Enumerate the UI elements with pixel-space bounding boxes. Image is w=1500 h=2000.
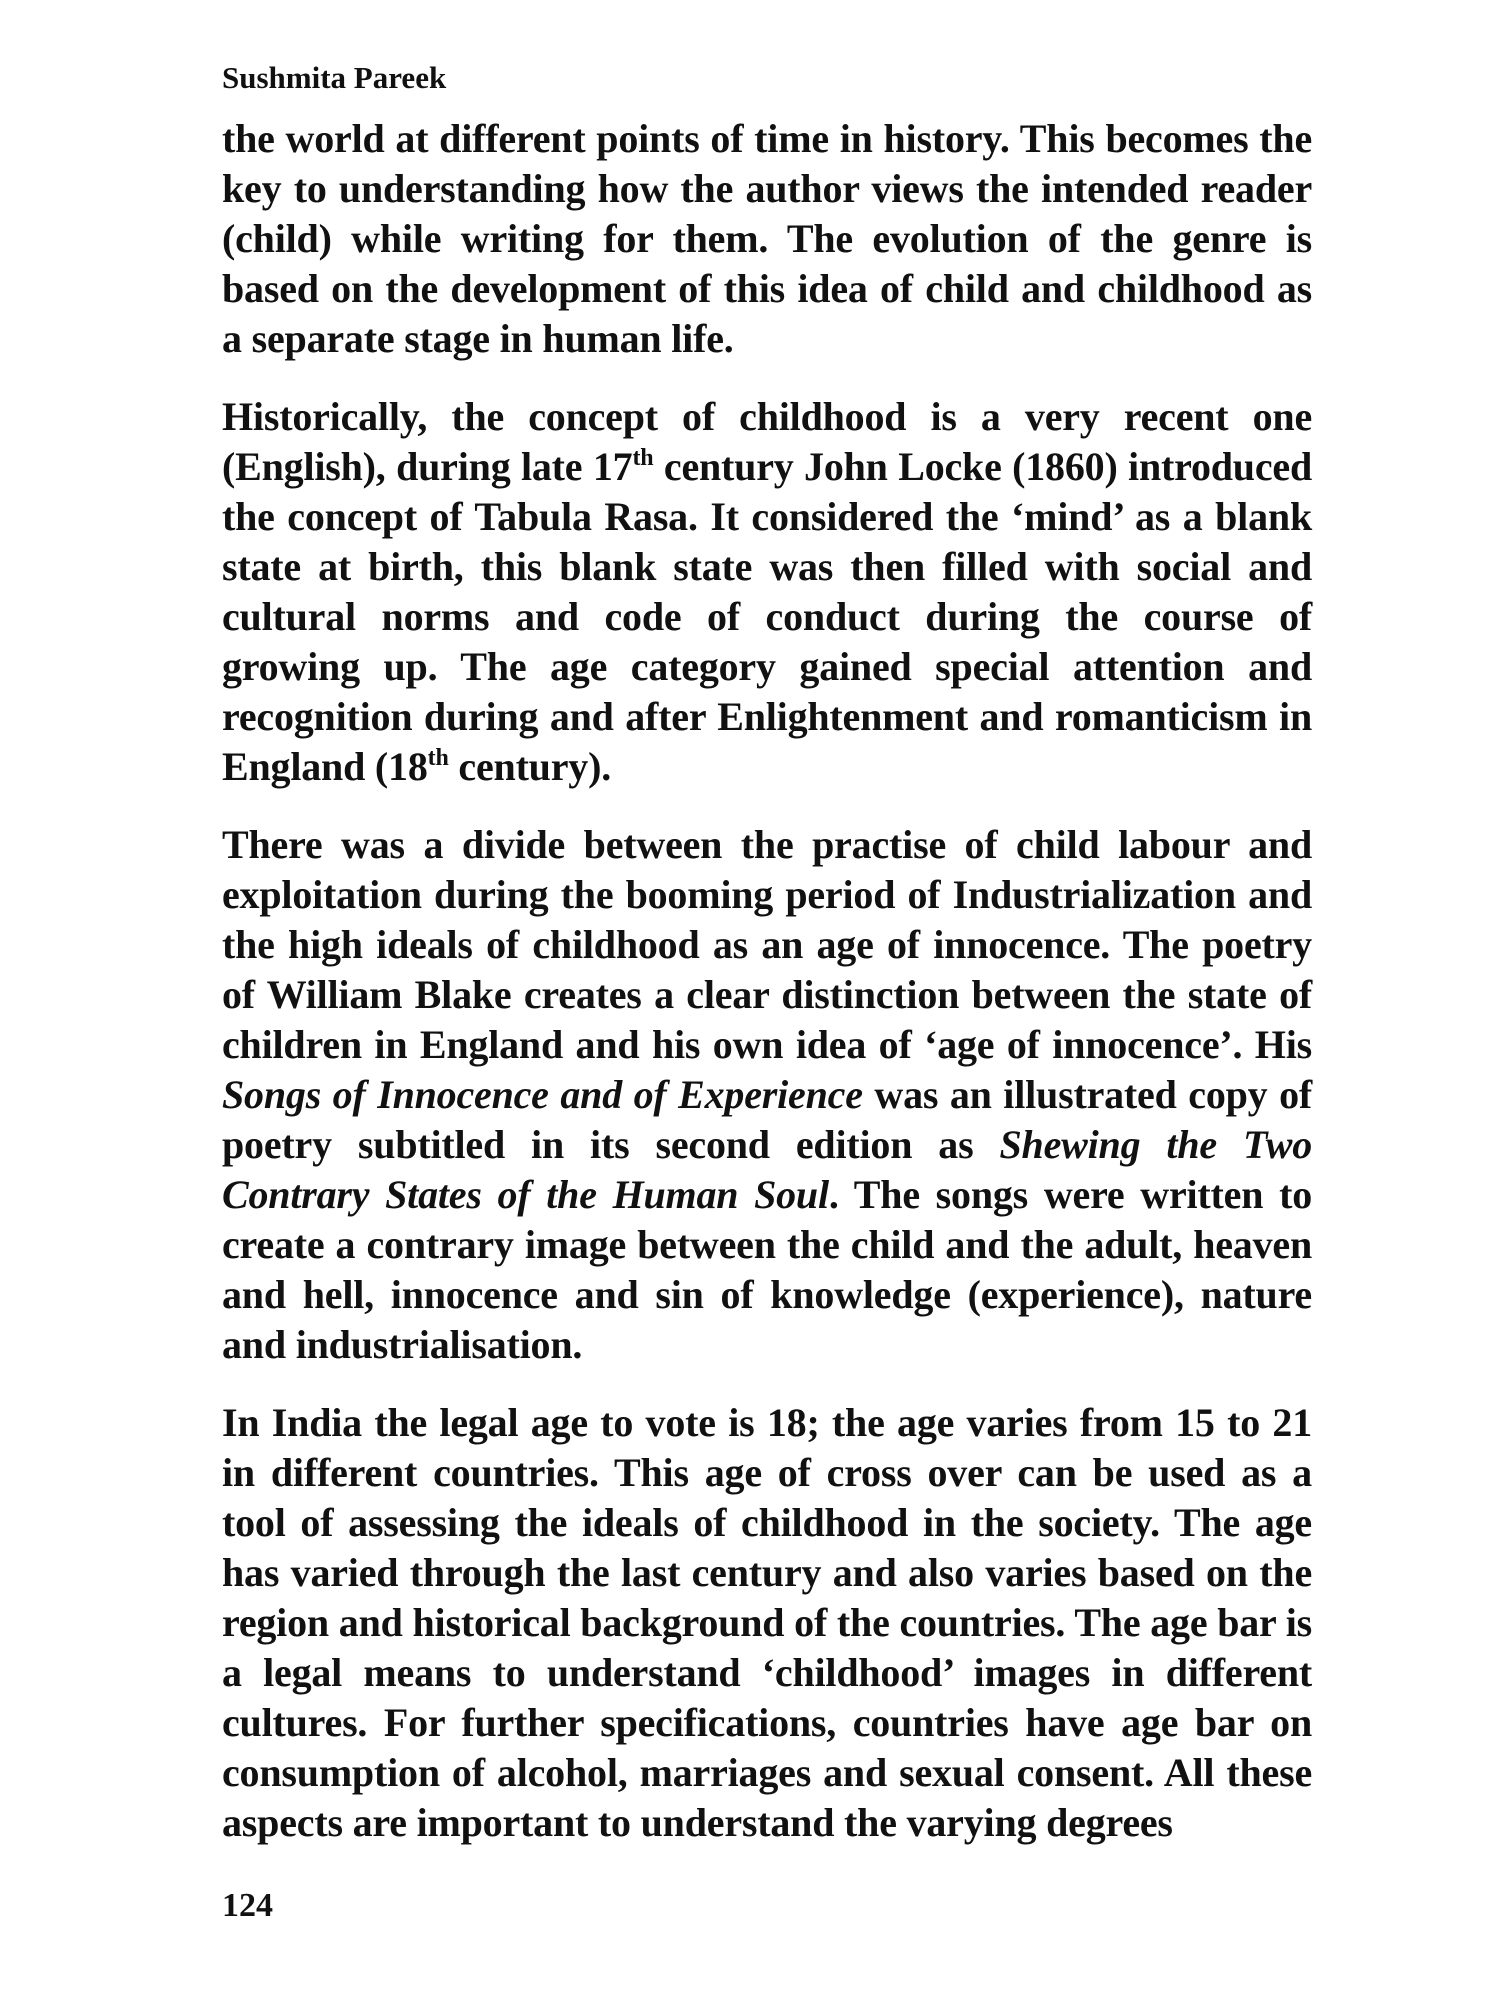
- superscript-th: th: [427, 745, 449, 771]
- italic-book-title: Songs of Innocence and of Experience: [222, 1072, 863, 1117]
- paragraph-1: [222, 114, 1312, 364]
- paragraph-3-text-a: There was a divide between the practise of child labour and exploitation during the booming period of Industrialization and the high ideals of childhood as an age of innocence. The poetry of William Blake creates a clear distinction between the state of children in England and his own idea of ‘age of innocence’. His: [222, 822, 1312, 1067]
- paragraph-4-text: In India the legal age to vote is 18; the age varies from 15 to 21 in different countries. This age of cross over can be used as a tool of assessing the ideals of childhood in the society. The age has varied through the last century and also varies based on the region and historical background of the countries. The age bar is a legal means to understand ‘childhood’ images in different cultures. For further specifications, countries have age bar on consumption of alcohol, marriages and sexual consent. All these aspects are important to understand the varying degrees: [222, 1400, 1312, 1845]
- paragraph-2-text-c: century).: [448, 744, 612, 789]
- superscript-th: th: [632, 445, 654, 471]
- italic-subtitle: Shewing the Two Contrary States of the Human Soul: [222, 1122, 1313, 1217]
- running-head-author: Sushmita Pareek: [222, 60, 447, 95]
- paragraph-3: [222, 820, 1312, 1370]
- paragraph-2-text-a: Historically, the concept of childhood is a very recent one (English), during late 17: [222, 394, 1312, 489]
- paragraph-1-text: the world at different points of time in history. This becomes the key to understanding how the author views the intended reader (child) while writing for them. The evolution of the genre is based on the development of this idea of child and childhood as a separate stage in human life.: [222, 116, 1312, 361]
- paragraph-3-text-b: was an illustrated copy of poetry subtitled in its second edition as: [222, 1072, 1313, 1167]
- page-number: 124: [222, 1887, 273, 1924]
- paragraph-2: [222, 392, 1312, 792]
- paragraph-3-text-c: . The songs were written to create a contrary image between the child and the adult, heaven and hell, innocence and sin of knowledge (experience), nature and industrialisation.: [222, 1172, 1312, 1367]
- document-page: [222, 58, 1312, 1938]
- paragraph-2-text-b: century John Locke (1860) introduced the concept of Tabula Rasa. It considered the ‘mind’ as a blank state at birth, this blank state was then filled with social and cultural norms and code of conduct during the course of growing up. The age category gained special attention and recognition during and after Enlightenment and romanticism in England (18: [222, 444, 1313, 789]
- paragraph-4: [222, 1398, 1312, 1848]
